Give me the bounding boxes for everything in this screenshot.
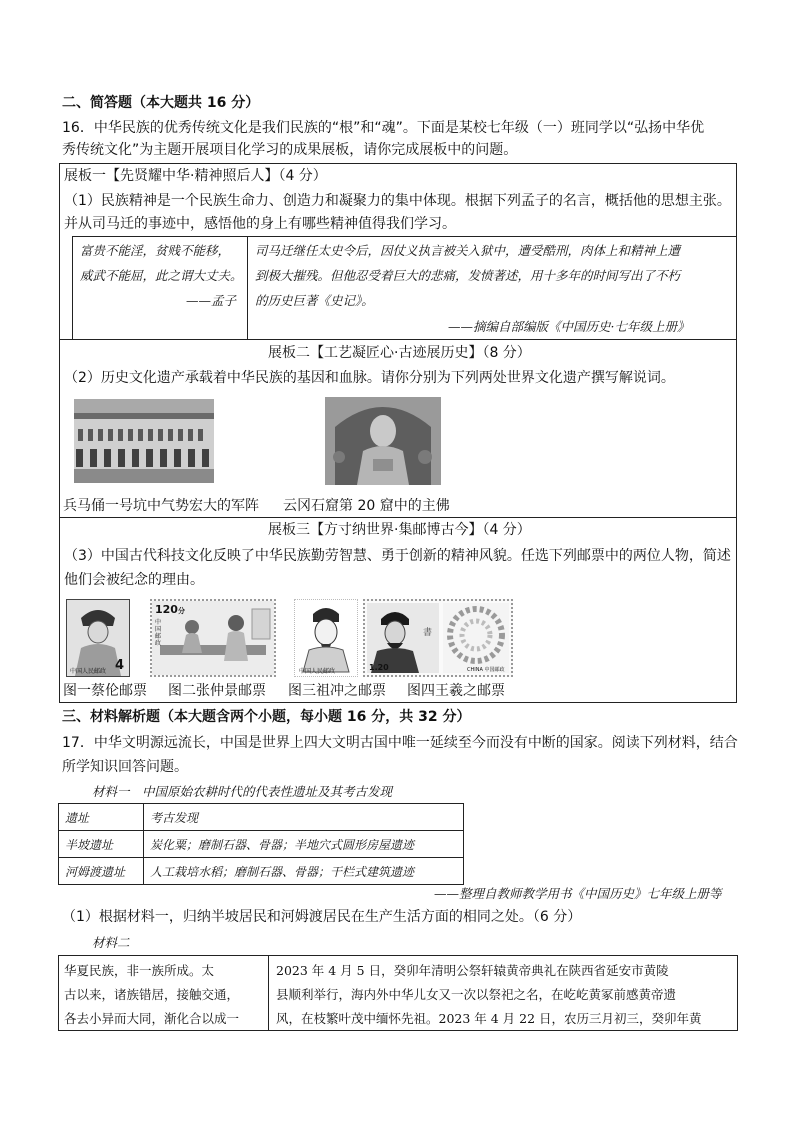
question-17-text-cont: 所学知识回答问题。 [62, 759, 188, 775]
stamp-3-country: 中国人民邮政 [299, 668, 336, 675]
board-2-question: （2）历史文化遗产承载着中华民族的基因和血脉。请你分别为下列两处世界文化遗产撰写解说词。 [64, 370, 675, 386]
stamp-2-value-number: 120 [155, 603, 178, 616]
section-heading-3: 三、材料解析题（本大题含两个小题，每小题 16 分，共 32 分） [62, 709, 471, 725]
cai-lun-stamp [66, 599, 130, 677]
question-16-text-cont: 秀传统文化”为主题开展项目化学习的成果展板，请你完成展板中的问题。 [62, 142, 518, 158]
stamp-4-value: 1.20 [369, 663, 389, 672]
material-2-right-line2: 县顺利举行，海内外中华儿女又一次以祭祀之名，在屹屹黄冢前感黄帝遗 [276, 987, 677, 1002]
table-cell: 河姆渡遗址 [59, 858, 144, 885]
material-2-left-line2: 古以来，诸族错居，接触交通， [64, 987, 240, 1002]
mencius-quote-line1: 富贵不能淫，贫贱不能移， [80, 243, 231, 258]
stamp-2-unit: 分 [177, 607, 185, 615]
stamp-2-value [155, 603, 185, 616]
sima-qian-text-3: 的历史巨著《史记》。 [255, 293, 374, 308]
stamp-caption-1: 图一蔡伦邮票 [63, 683, 147, 699]
zu-chongzhi-stamp [294, 599, 358, 677]
table-cell: 人工栽培水稻；磨制石器、骨器；干栏式建筑遗迹 [144, 858, 464, 885]
board-divider [59, 517, 737, 518]
yungang-buddha-photo [325, 397, 441, 485]
sima-qian-source: ——摘编自部编版《中国历史·七年级上册》 [448, 319, 690, 334]
stamp-caption-4: 图四王羲之邮票 [407, 683, 505, 699]
material-2-title: 材料二 [92, 935, 130, 950]
table-header-cell: 遗址 [59, 804, 144, 831]
stamp-1-country: 中国人民邮政 [70, 668, 107, 675]
table-cell: 炭化粟；磨制石器、骨器；半地穴式圆形房屋遗迹 [144, 831, 464, 858]
svg-text:書: 書 [423, 628, 433, 638]
quote-divider [247, 236, 248, 339]
mencius-quote-line2: 威武不能屈，此之谓大丈夫。 [80, 268, 243, 283]
board-2-title: 展板二【工艺凝匠心·古迹展历史】（8 分） [268, 345, 531, 361]
zhang-zhongjing-stamp [150, 599, 276, 677]
table-header-cell: 考古发现 [144, 804, 464, 831]
wang-xizhi-stamp [363, 599, 513, 677]
table-header-row [59, 804, 464, 831]
board-divider [59, 339, 737, 340]
stamp-4-country: CHINA 中国邮政 [467, 667, 505, 673]
stamp-2-country: 中国邮政 [155, 619, 162, 647]
board-3-question-cont: 他们会被纪念的理由。 [64, 572, 204, 588]
board-1-question: （1）民族精神是一个民族生命力、创造力和凝聚力的集中体现。根据下列孟子的名言，概括他的思想主张。 [64, 193, 731, 209]
terracotta-caption: 兵马俑一号坑中气势宏大的军阵 [63, 498, 259, 514]
question-17-text: 17．中华文明源远流长，中国是世界上四大文明古国中唯一延续至今而没有中断的国家。阅读下列材料，结合 [62, 735, 738, 751]
board-3-question: （3）中国古代科技文化反映了中华民族勤劳智慧、勇于创新的精神风貌。任选下列邮票中的两位人物，简述 [64, 548, 731, 564]
material-2-right-line1: 2023 年 4 月 5 日，癸卯年清明公祭轩辕黄帝典礼在陕西省延安市黄陵 [276, 963, 669, 978]
table-row [59, 831, 464, 858]
board-1-title: 展板一【先贤耀中华·精神照后人】（4 分） [64, 168, 327, 184]
section-heading-2: 二、简答题（本大题共 16 分） [62, 95, 260, 111]
material-2-divider [268, 955, 269, 1031]
material-1-table [58, 803, 464, 885]
table-cell: 半坡遗址 [59, 831, 144, 858]
stamp-1-value: 4 [115, 658, 125, 673]
material-2-right-line3: 风，在枝繁叶茂中缅怀先祖。2023 年 4 月 22 日，农历三月初三，癸卯年黄 [276, 1011, 702, 1026]
material-2-left-line1: 华夏民族，非一族所成。太 [64, 963, 215, 978]
material-1-source: ——整理自教师教学用书《中国历史》七年级上册等 [434, 886, 722, 901]
table-row [59, 858, 464, 885]
material-1-title: 材料一 中国原始农耕时代的代表性遗址及其考古发现 [92, 784, 393, 799]
board-3-title: 展板三【方寸纳世界·集邮博古今】（4 分） [268, 522, 531, 538]
sima-qian-text-2: 到极大摧残。但他忍受着巨大的悲痛，发愤著述，用十多年的时间写出了不朽 [255, 268, 681, 283]
terracotta-army-photo [74, 399, 214, 483]
question-17-1: （1）根据材料一，归纳半坡居民和河姆渡居民在生产生活方面的相同之处。（6 分） [62, 909, 582, 925]
mencius-author: ——孟子 [186, 293, 237, 308]
board-1-question-cont: 并从司马迁的事迹中，感悟他的身上有哪些精神值得我们学习。 [64, 216, 456, 232]
stamp-caption-2: 图二张仲景邮票 [168, 683, 266, 699]
yungang-caption: 云冈石窟第 20 窟中的主佛 [283, 498, 450, 514]
question-16-text: 16．中华民族的优秀传统文化是我们民族的“根”和“魂”。下面是某校七年级（一）班同学以“弘扬中华优 [62, 120, 705, 136]
stamp-caption-3: 图三祖冲之邮票 [288, 683, 386, 699]
sima-qian-text: 司马迁继任太史令后，因仗义执言被关入狱中，遭受酷刑，肉体上和精神上遭 [255, 243, 681, 258]
material-2-left-line3: 各去小异而大同，渐化合以成一 [64, 1011, 240, 1026]
